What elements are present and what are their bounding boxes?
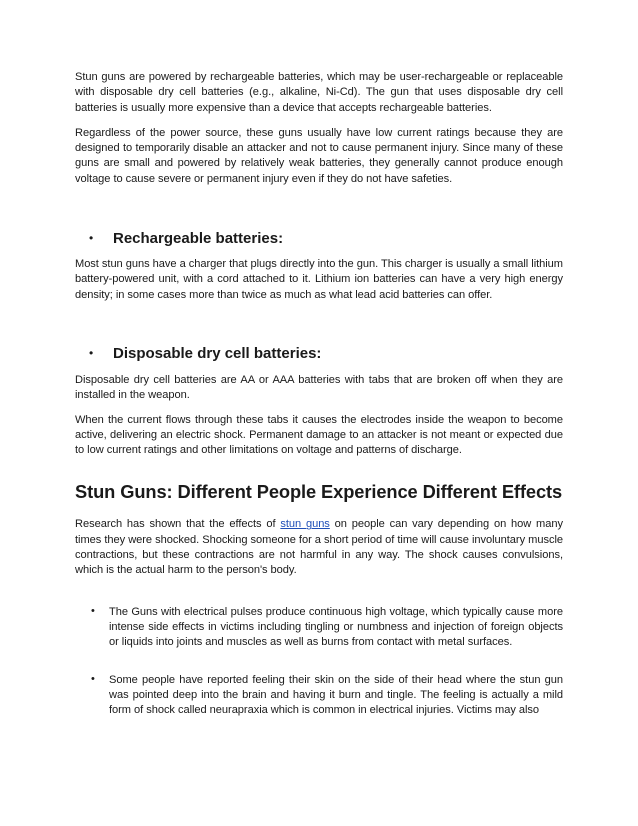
heading-text: Rechargeable batteries: xyxy=(113,230,284,248)
research-text-start: Research has shown that the effects of xyxy=(75,518,281,531)
bullet-icon: • xyxy=(89,345,94,360)
heading-text: Disposable dry cell batteries: xyxy=(113,344,322,362)
paragraph-low-current: Regardless of the power source, these guns usually have low current ratings because they are designed to temporarily disable an attacker and not to cause permanent injury. Since many of these guns are small and powered by relatively weak batteries, they generally cannot produce enough voltage to cause severe or permanent injury even if they do not have safeties. xyxy=(75,126,563,185)
bullet-icon: • xyxy=(91,604,95,617)
paragraph-charger: Most stun guns have a charger that plugs directly into the gun. This charger is usually a small lithium battery-powered unit, with a cord attached to it. Lithium ion batteries can have a very high energy density; in some cases more than twice as much as what lead acid batteries can offer. xyxy=(75,258,563,301)
paragraph-research xyxy=(75,517,563,578)
list-item-text: Some people have reported feeling their skin on the side of their head where the stun gun was pointed deep into the brain and having it burn and tingle. The feeling is actually a mild form of shock called neurapraxia which is common in electrical injuries. Victims may also xyxy=(109,673,563,717)
list-item-text: The Guns with electrical pulses produce continuous high voltage, which typically cause more intense side effects in victims including tingling or numbness and injection of foreign objects or liquids into joints and muscles as well as burns from contact with metal surfaces. xyxy=(109,605,563,649)
heading-disposable-batteries xyxy=(75,345,563,367)
heading-rechargeable-batteries xyxy=(75,230,563,252)
section-heading-effects: Stun Guns: Different People Experience Different Effects xyxy=(75,481,563,503)
list-item xyxy=(75,605,563,651)
paragraph-power-source: Stun guns are powered by rechargeable batteries, which may be user-rechargeable or replaceable with disposable dry cell batteries (e.g., alkaline, Ni-Cd). The gun that uses disposable dry cell batteries is usually more expensive than a device that accepts rechargeable batteries. xyxy=(75,71,563,114)
stun-guns-link[interactable]: stun guns xyxy=(280,518,330,531)
paragraph-electrodes: When the current flows through these tabs it causes the electrodes inside the weapon to become active, delivering an electric shock. Permanent damage to an attacker is not meant or expected due to low current ratings and other limitations on voltage and patterns of discharge. xyxy=(75,413,563,457)
paragraph-disposable: Disposable dry cell batteries are AA or AAA batteries with tabs that are broken off when they are installed in the weapon. xyxy=(75,373,563,402)
bullet-icon: • xyxy=(89,231,94,246)
effects-list xyxy=(75,605,563,719)
research-text-end: on people can vary depending on how many times they were shocked. Shocking someone for a short period of time will cause involuntary muscle contractions, but these contractions are not harmful in any way. The shock causes convulsions, which is the actual harm to the person's body. xyxy=(75,518,563,577)
list-item xyxy=(75,673,563,719)
document-page xyxy=(75,70,563,718)
bullet-icon: • xyxy=(91,672,95,685)
